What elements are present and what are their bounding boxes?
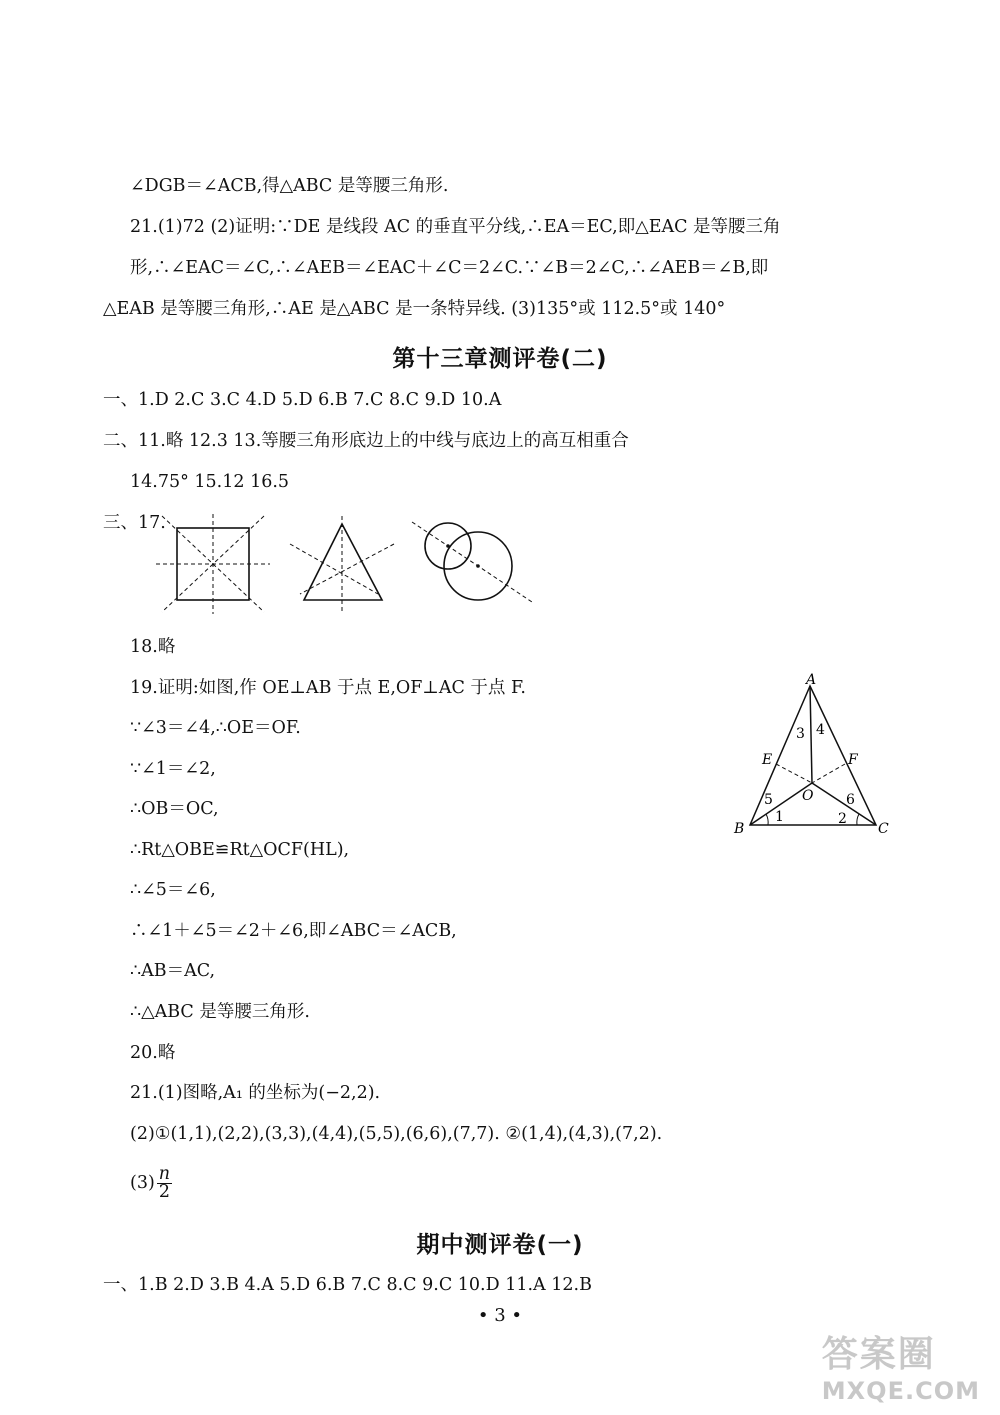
proof-line-6: ∴∠5＝∠6, (130, 880, 216, 900)
segment-ao (810, 686, 812, 783)
square-symmetry-lines (156, 514, 270, 614)
label-c: C (878, 821, 889, 837)
label-e: E (762, 752, 773, 768)
label-angle-1: 1 (775, 809, 784, 825)
triangle-proof-figure (728, 670, 898, 842)
q21-part3 (130, 1166, 172, 1201)
angle-arc-b (766, 814, 768, 825)
q17-figures (150, 512, 540, 618)
q20-answer: 20.略 (130, 1043, 176, 1063)
q18-answer: 18.略 (130, 637, 176, 657)
angle-arc-c (857, 814, 859, 825)
label-o: O (802, 788, 814, 804)
section-title-chapter13: 第十三章测评卷(二) (392, 346, 608, 372)
label-a: A (806, 672, 817, 688)
fill-answers: 二、11.略 12.3 13.等腰三角形底边上的中线与底边上的高互相重合 (103, 431, 629, 451)
fill-answers-cont: 14.75° 15.12 16.5 (130, 472, 290, 492)
label-angle-5: 5 (764, 792, 773, 808)
watermark-bottom: MXQE.COM (821, 1377, 980, 1405)
proof-line-8: ∴AB＝AC, (130, 961, 216, 981)
q21-part1: 21.(1)图略,A₁ 的坐标为(−2,2). (130, 1083, 381, 1103)
small-circle-center (446, 544, 450, 548)
fraction-numerator: n (158, 1164, 171, 1184)
large-circle-center (476, 564, 480, 568)
proof-line-7: ∴∠1＋∠5＝∠2＋∠6,即∠ABC＝∠ACB, (130, 921, 457, 941)
proof-line-2: ∵∠3＝∠4,∴OE＝OF. (130, 718, 301, 738)
proof-line-3: ∵∠1＝∠2, (130, 759, 216, 779)
answer-line-2: 21.(1)72 (2)证明:∵DE 是线段 AC 的垂直平分线,∴EA＝EC,即△EAC 是等腰三角 (130, 217, 781, 237)
label-angle-6: 6 (846, 792, 855, 808)
label-b: B (734, 821, 745, 837)
q21-part2: (2)①(1,1),(2,2),(3,3),(4,4),(5,5),(6,6),(7,7). ②(1,4),(4,3),(7,2). (130, 1124, 663, 1144)
answer-line-3: 形,∴∠EAC＝∠C,∴∠AEB＝∠EAC＋∠C＝2∠C.∵∠B＝2∠C,∴∠AEB＝∠B,即 (130, 258, 769, 278)
label-angle-2: 2 (838, 811, 847, 827)
proof-line-5: ∴Rt△OBE≌Rt△OCF(HL), (130, 840, 350, 860)
q17-label: 三、17. (103, 513, 166, 533)
section-title-midterm: 期中测评卷(一) (416, 1232, 584, 1258)
q21-part3-prefix: (3) (130, 1173, 155, 1193)
mc-answers: 一、1.D 2.C 3.C 4.D 5.D 6.B 7.C 8.C 9.D 10.A (103, 390, 502, 410)
midterm-mc-answers: 一、1.B 2.D 3.B 4.A 5.D 6.B 7.C 8.C 9.C 10.D 11.A 12.B (103, 1275, 592, 1295)
fraction-n-over-2 (157, 1166, 172, 1201)
label-angle-4: 4 (816, 722, 825, 738)
watermark-top: 答案圈 (821, 1334, 936, 1375)
segment-oe (776, 764, 812, 783)
page-number: • 3 • (477, 1305, 523, 1326)
segment-of (812, 764, 845, 783)
answer-line-4: △EAB 是等腰三角形,∴AE 是△ABC 是一条特异线. (3)135°或 112.5°或 140° (103, 299, 726, 319)
proof-line-9: ∴△ABC 是等腰三角形. (130, 1002, 310, 1022)
triangle-shape (304, 524, 382, 600)
label-f: F (848, 752, 858, 768)
proof-line-1: 19.证明:如图,作 OE⊥AB 于点 E,OF⊥AC 于点 F. (130, 678, 526, 698)
watermark (822, 1326, 980, 1405)
circles-symmetry-line (412, 522, 532, 602)
label-angle-3: 3 (796, 726, 805, 742)
fraction-denominator: 2 (157, 1183, 172, 1201)
answer-line-1: ∠DGB＝∠ACB,得△ABC 是等腰三角形. (130, 176, 449, 196)
proof-line-4: ∴OB＝OC, (130, 799, 219, 819)
